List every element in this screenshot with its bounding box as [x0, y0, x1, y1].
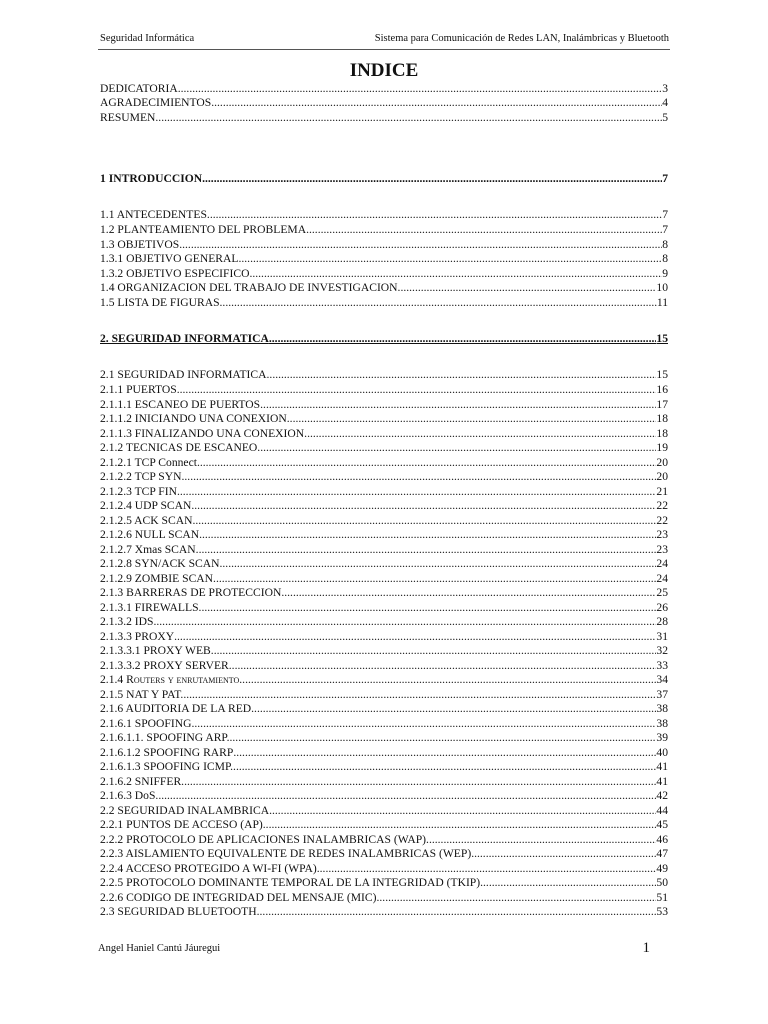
page-footer	[98, 940, 670, 957]
toc-entry[interactable]	[100, 499, 668, 513]
toc-entry-label: 1.3 OBJETIVOS	[100, 238, 180, 251]
toc-entry-label: 2.1.2.9 ZOMBIE SCAN.	[100, 572, 216, 585]
toc-entry[interactable]	[100, 789, 668, 803]
toc-entry-page: 15	[656, 368, 668, 381]
toc-entry-page: 8	[662, 252, 668, 265]
toc-entry[interactable]	[100, 296, 668, 310]
toc-entry-page: 10	[656, 281, 668, 294]
toc-leader-dots	[184, 775, 656, 789]
toc-leader-dots	[471, 847, 656, 861]
toc-entry[interactable]	[100, 572, 668, 586]
toc-entry[interactable]	[100, 862, 668, 876]
toc-entry[interactable]	[100, 630, 668, 644]
toc-entry-page: 40	[656, 746, 668, 759]
toc-leader-dots	[184, 470, 656, 484]
toc-leader-dots	[202, 528, 656, 542]
toc-entry-label: 2.3 SEGURIDAD BLUETOOTH.	[100, 905, 260, 918]
toc-leader-dots	[304, 427, 656, 441]
toc-leader-dots	[178, 82, 662, 96]
toc-entry-page: 4	[662, 96, 668, 109]
toc-entry[interactable]	[100, 238, 668, 252]
toc-entry[interactable]	[100, 833, 668, 847]
toc-entry[interactable]	[100, 383, 668, 397]
toc-entry-label: 2.2.6 CODIGO DE INTEGRIDAD DEL MENSAJE (MIC).	[100, 891, 380, 904]
toc-leader-dots	[177, 383, 657, 397]
toc-entry[interactable]	[100, 702, 668, 716]
toc-entry-label: 2.2.1 PUNTOS DE ACCESO (AP)	[100, 818, 263, 831]
toc-entry[interactable]	[100, 96, 668, 110]
toc-entry-label: 2.1.2.2 TCP SYN.	[100, 470, 185, 483]
toc-entry-label: 2.1.3.3 PROXY	[100, 630, 175, 643]
toc-entry-label: 2.1.1.3 FINALIZANDO UNA CONEXION	[100, 427, 305, 440]
toc-entry[interactable]	[100, 775, 668, 789]
toc-leader-dots	[426, 833, 656, 847]
running-header	[100, 33, 669, 49]
toc-leader-dots	[153, 615, 656, 629]
toc-entry[interactable]	[100, 412, 668, 426]
toc-entry[interactable]	[100, 111, 668, 125]
toc-leader-dots	[287, 412, 657, 426]
toc-leader-dots	[179, 238, 662, 252]
toc-entry[interactable]	[100, 615, 668, 629]
toc-entry-page: 8	[662, 238, 668, 251]
toc-entry-page: 23	[656, 543, 668, 556]
toc-entry-page: 18	[656, 427, 668, 440]
toc-leader-dots	[379, 891, 656, 905]
toc-entry[interactable]	[100, 514, 668, 528]
toc-leader-dots	[242, 673, 656, 687]
toc-leader-dots	[267, 368, 657, 382]
toc-entry-page: 53	[656, 905, 668, 918]
toc-entry-page: 34	[656, 673, 668, 686]
toc-leader-dots	[263, 818, 657, 832]
toc-entry[interactable]	[100, 223, 668, 237]
toc-entry-page: 45	[656, 818, 668, 831]
toc-entry-label: 2.2 SEGURIDAD INALAMBRICA	[100, 804, 270, 817]
toc-entry[interactable]	[100, 82, 668, 96]
toc-leader-dots	[320, 862, 657, 876]
toc-leader-dots	[233, 746, 656, 760]
toc-entry-page: 23	[656, 528, 668, 541]
toc-entry-page: 38	[656, 702, 668, 715]
toc-entry-page: 44	[656, 804, 668, 817]
toc-entry-label: 1.2 PLANTEAMIENTO DEL PROBLEMA	[100, 223, 307, 236]
toc-entry-label: 2.1.2.5 ACK SCAN.	[100, 514, 196, 527]
header-left-text: Seguridad Informática	[100, 33, 195, 44]
toc-entry-page: 15	[656, 332, 668, 345]
toc-entry-label: 2.1.2.1 TCP Connect.	[100, 456, 200, 469]
toc-leader-dots	[238, 252, 662, 266]
toc-entry[interactable]	[100, 847, 668, 861]
toc-entry[interactable]	[100, 557, 668, 571]
toc-entry-page: 25	[656, 586, 668, 599]
toc-entry[interactable]	[100, 427, 668, 441]
toc-entry-label: 2.1.6.2 SNIFFER.	[100, 775, 185, 788]
toc-leader-dots	[199, 543, 657, 557]
toc-leader-dots	[211, 96, 662, 110]
toc-entry-label: 2.1.6.1.1. SPOOFING ARP.	[100, 731, 230, 744]
toc-leader-dots	[214, 644, 657, 658]
toc-entry-label: 2.1.3.1 FIREWALLS	[100, 601, 199, 614]
toc-leader-dots	[155, 111, 662, 125]
toc-leader-dots	[233, 760, 656, 774]
toc-entry-label: 2.1.2.7 Xmas SCAN.	[100, 543, 199, 556]
toc-entry[interactable]	[100, 905, 668, 919]
toc-entry[interactable]	[100, 281, 668, 295]
footer-page-number: 1	[642, 940, 650, 956]
footer-author: Angel Haniel Cantú Jáuregui	[98, 943, 221, 954]
toc-entry[interactable]	[100, 659, 668, 673]
toc-leader-dots	[210, 208, 662, 222]
toc-entry-label: 2.1.2.6 NULL SCAN.	[100, 528, 202, 541]
toc-entry-label: 2.1.2 TECNICAS DE ESCANEO.	[100, 441, 261, 454]
toc-entry[interactable]	[100, 267, 668, 281]
toc-entry[interactable]	[100, 804, 668, 818]
toc-entry-label: 1.5 LISTA DE FIGURAS	[100, 296, 220, 309]
toc-entry[interactable]	[100, 485, 668, 499]
toc-entry-label: 2. SEGURIDAD INFORMATICA	[100, 332, 269, 345]
toc-entry-label: 2.1.6.1.3 SPOOFING ICMP.	[100, 760, 234, 773]
toc-leader-dots	[269, 332, 657, 346]
toc-entry-page: 46	[656, 833, 668, 846]
toc-entry[interactable]	[100, 368, 668, 382]
toc-entry-page: 21	[656, 485, 668, 498]
toc-leader-dots	[230, 731, 657, 745]
toc-entry-label: DEDICATORIA	[100, 82, 178, 95]
toc-entry[interactable]	[100, 252, 668, 266]
toc-entry-label: 2.1.6.3 DoS.	[100, 789, 159, 802]
toc-entry[interactable]	[100, 644, 668, 658]
toc-entry[interactable]	[100, 717, 668, 731]
toc-entry-label: 2.1.5 NAT Y PAT.	[100, 688, 184, 701]
toc-entry-page: 19	[656, 441, 668, 454]
toc-entry-label: 2.2.4 ACCESO PROTEGIDO A WI-FI (WPA).	[100, 862, 320, 875]
toc-leader-dots	[200, 456, 657, 470]
toc-chapter-entry[interactable]	[100, 172, 668, 186]
toc-leader-dots	[260, 441, 656, 455]
toc-leader-dots	[183, 688, 656, 702]
toc-leader-dots	[260, 398, 656, 412]
toc-entry-page: 49	[656, 862, 668, 875]
toc-entry[interactable]	[100, 688, 668, 702]
toc-entry-page: 41	[656, 775, 668, 788]
toc-entry[interactable]	[100, 586, 668, 600]
toc-entry-page: 24	[656, 572, 668, 585]
toc-entry-page: 7	[662, 172, 668, 185]
toc-entry-label: 1 INTRODUCCION.	[100, 172, 205, 185]
toc-leader-dots	[400, 281, 656, 295]
toc-entry[interactable]	[100, 746, 668, 760]
toc-entry-label: AGRADECIMIENTOS	[100, 96, 212, 109]
toc-entry-page: 38	[656, 717, 668, 730]
toc-entry[interactable]	[100, 818, 668, 832]
toc-entry-page: 7	[662, 223, 668, 236]
toc-entry-page: 24	[656, 557, 668, 570]
toc-entry-page: 33	[656, 659, 668, 672]
toc-entry[interactable]	[100, 441, 668, 455]
toc-chapter-entry[interactable]	[100, 332, 668, 346]
toc-entry-page: 16	[656, 383, 668, 396]
toc-entry-label: 2.1.1.1 ESCANEO DE PUERTOS	[100, 398, 261, 411]
toc-leader-dots	[281, 586, 656, 600]
toc-entry-label: 2.1.1 PUERTOS	[100, 383, 177, 396]
toc-leader-dots	[222, 557, 656, 571]
toc-entry[interactable]	[100, 673, 668, 687]
toc-leader-dots	[158, 789, 656, 803]
toc-entry[interactable]	[100, 876, 668, 890]
toc-entry[interactable]	[100, 528, 668, 542]
toc-entry-page: 32	[656, 644, 668, 657]
toc-entry-page: 31	[656, 630, 668, 643]
toc-entry-page: 20	[656, 456, 668, 469]
toc-entry[interactable]	[100, 731, 668, 745]
toc-entry-label: 1.1 ANTECEDENTES.	[100, 208, 210, 221]
toc-entry-page: 50	[656, 876, 668, 889]
toc-entry-label: 1.3.2 OBJETIVO ESPECIFICO.	[100, 267, 253, 280]
toc-leader-dots	[195, 514, 656, 528]
toc-entry-label: 2.1.2.3 TCP FIN	[100, 485, 177, 498]
toc-leader-dots	[251, 702, 656, 716]
toc-entry-page: 26	[656, 601, 668, 614]
toc-entry-label: 2.1.3.3.2 PROXY SERVER	[100, 659, 229, 672]
toc-entry-page: 3	[662, 82, 668, 95]
toc-leader-dots	[194, 499, 656, 513]
toc-entry-page: 5	[662, 111, 668, 124]
toc-leader-dots	[306, 223, 662, 237]
toc-entry-label: 1.3.1 OBJETIVO GENERAL	[100, 252, 239, 265]
toc-entry-page: 37	[656, 688, 668, 701]
toc-entry-label: 2.1.3.3.1 PROXY WEB.	[100, 644, 214, 657]
toc-leader-dots	[483, 876, 656, 890]
toc-entry-label: 2.1.2.8 SYN/ACK SCAN.	[100, 557, 223, 570]
toc-entry[interactable]	[100, 891, 668, 905]
toc-entry-page: 7	[662, 208, 668, 221]
toc-leader-dots	[252, 267, 662, 281]
page-title: INDICE	[349, 60, 419, 81]
toc-entry-page: 17	[656, 398, 668, 411]
toc-entry-label: 2.2.3 AISLAMIENTO EQUIVALENTE DE REDES INALAMBRICAS (WEP)	[100, 847, 472, 860]
toc-entry-page: 42	[656, 789, 668, 802]
toc-entry-page: 22	[656, 499, 668, 512]
toc-entry-page: 20	[656, 470, 668, 483]
toc-entry-page: 28	[656, 615, 668, 628]
toc-entry-page: 22	[656, 514, 668, 527]
toc-entry-page: 11	[656, 296, 668, 309]
toc-leader-dots	[199, 601, 657, 615]
toc-leader-dots	[177, 485, 656, 499]
toc-entry-label: 2.2.5 PROTOCOLO DOMINANTE TEMPORAL DE LA INTEGRIDAD (TKIP).	[100, 876, 484, 889]
toc-entry[interactable]	[100, 470, 668, 484]
toc-entry[interactable]	[100, 456, 668, 470]
toc-entry-page: 9	[662, 267, 668, 280]
toc-entry-label: 2.1.1.2 INICIANDO UNA CONEXION	[100, 412, 287, 425]
toc-entry-label: 2.1 SEGURIDAD INFORMATICA	[100, 368, 267, 381]
toc-entry-page: 39	[656, 731, 668, 744]
toc-entry[interactable]	[100, 398, 668, 412]
toc-entry-page: 47	[656, 847, 668, 860]
toc-entry[interactable]	[100, 601, 668, 615]
toc-leader-dots	[191, 717, 656, 731]
header-right-text: Sistema para Comunicación de Redes LAN, Inalámbricas y Bluetooth	[374, 33, 669, 44]
toc-entry-label: 2.1.6 AUDITORIA DE LA RED	[100, 702, 252, 715]
toc-entry-label: 2.2.2 PROTOCOLO DE APLICACIONES INALAMBRICAS (WAP)	[100, 833, 427, 846]
toc-leader-dots	[229, 659, 657, 673]
header-rule	[98, 49, 670, 50]
toc-leader-dots	[269, 804, 656, 818]
toc-entry[interactable]	[100, 208, 668, 222]
toc-leader-dots	[174, 630, 656, 644]
toc-entry-label: 2.1.4 Routers y enrutamiento.	[100, 673, 243, 686]
toc-entry-page: 51	[656, 891, 668, 904]
toc-entry-page: 41	[656, 760, 668, 773]
toc-entry[interactable]	[100, 760, 668, 774]
toc-entry-label: 2.1.6.1 SPOOFING	[100, 717, 192, 730]
toc-entry-label: 2.1.2.4 UDP SCAN.	[100, 499, 195, 512]
toc-entry[interactable]	[100, 543, 668, 557]
toc-leader-dots	[216, 572, 656, 586]
toc-entry-page: 18	[656, 412, 668, 425]
toc-entry-label: 1.4 ORGANIZACION DEL TRABAJO DE INVESTIGACION.	[100, 281, 401, 294]
toc-leader-dots	[205, 172, 662, 186]
toc-leader-dots	[220, 296, 657, 310]
toc-entry-label: 2.1.6.1.2 SPOOFING RARP	[100, 746, 234, 759]
toc-entry-label: 2.1.3 BARRERAS DE PROTECCION	[100, 586, 282, 599]
toc-entry-label: RESUMEN	[100, 111, 156, 124]
toc-entry-label: 2.1.3.2 IDS	[100, 615, 154, 628]
toc-leader-dots	[260, 905, 657, 919]
